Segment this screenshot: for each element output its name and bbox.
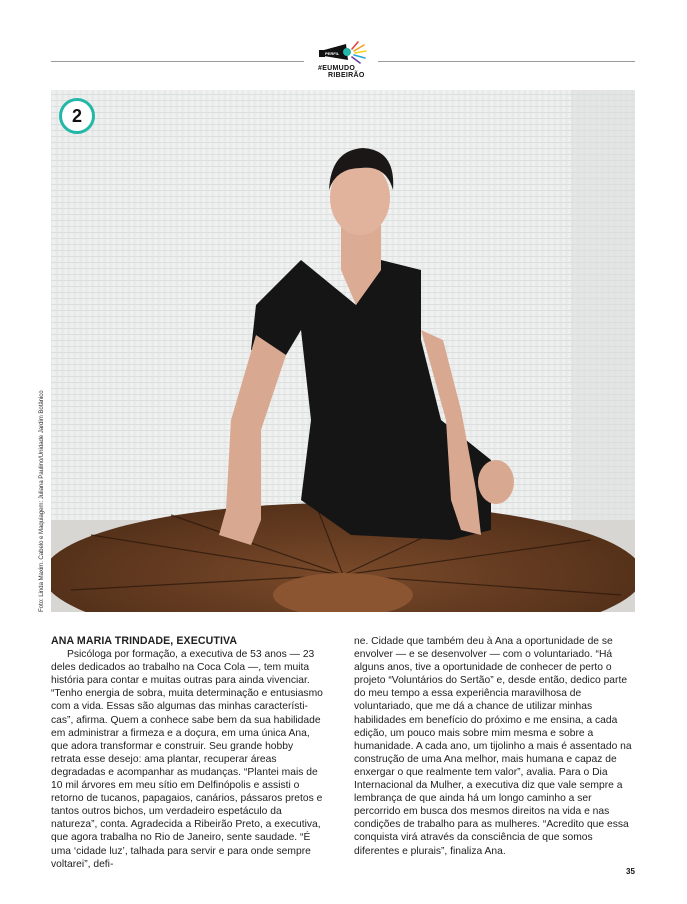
- article-text-column-1: Psicóloga por formação, a executiva de 53 anos — 23 deles dedicados ao trabalho na Coca Cola —, tem muita história para contar e muitas outras para ainda vivenciar. “Tenho energia de sobra, muita determinação e entusiasmo com a vida. Essas são algumas das minhas característi-cas”, afirma. Quem a conhece sabe bem da sua habilidade em administrar a firmeza e a doçura, em uma única Ana, que adora transformar e construir. Seu grande hobby retrata esse desejo: ama plantar, recuperar áreas degradadas e acompanhar as mudanças. “Plantei mais de 10 mil árvores em meu sítio em Delfinópolis e assisti o retorno de tucanos, papagaios, canários, pássaros pretos e tantos outros bichos, um verdadeiro espetáculo da natureza”, conta. Agradecida a Ribeirão Preto, a executiva, que agora trabalha no Rio de Janeiro, sente saudade. “É uma ‘cidade luz’, talhada para servir e para onde sempre voltarei”, defi-: [51, 649, 323, 870]
- header-rule-left: [51, 61, 304, 62]
- logo-hashtag-line2: RIBEIRÃO: [328, 72, 365, 79]
- portrait-photo: [51, 90, 635, 612]
- eumudo-logo: [306, 40, 378, 84]
- article-column-1: [51, 635, 324, 871]
- svg-text:PERFIL: PERFIL: [325, 51, 340, 56]
- photo-credit: Foto: Linda Maxim. Cabelo e Maquiagem: Juliana Paulino/Unidade Jardim Botânico: [38, 390, 45, 612]
- header-rule-right: [378, 61, 635, 62]
- logo-hashtag-line1: #EUMUDO: [318, 65, 356, 72]
- article-number-badge: 2: [59, 98, 95, 134]
- megaphone-icon: [306, 40, 378, 66]
- page-number: 35: [626, 867, 635, 876]
- article-column-2: [354, 635, 637, 858]
- article-text-column-2: ne. Cidade que também deu à Ana a oportunidade de se envolver — e se desenvolver — com o voluntariado. “Há alguns anos, tive a oportunidade de conhecer de perto o projeto “Voluntários do Sertão” e, desde então, dedico parte do meu tempo a essa experiência maravilhosa de voluntariado, que me dá a chance de utilizar minhas habilidades em benefício do próximo e me ensina, a cada edição, um pouco mais sobre mim mesma e sobre a humanidade. A cada ano, um tijolinho a mais é assentado na construção de uma Ana melhor, mais humana e capaz de enxergar o que realmente tem valor”, avalia. Para o Dia Internacional da Mulher, a executiva diz que vale sempre a lembrança de que ainda há um longo caminho a ser percorrido em busca dos mesmos direitos na vida e nas condições de trabalho para as mulheres. “Acredito que essa conquista virá através da consciência de que somos diferentes e plurais”, finaliza Ana.: [354, 636, 632, 857]
- article-heading: ANA MARIA TRINDADE, EXECUTIVA: [51, 635, 238, 647]
